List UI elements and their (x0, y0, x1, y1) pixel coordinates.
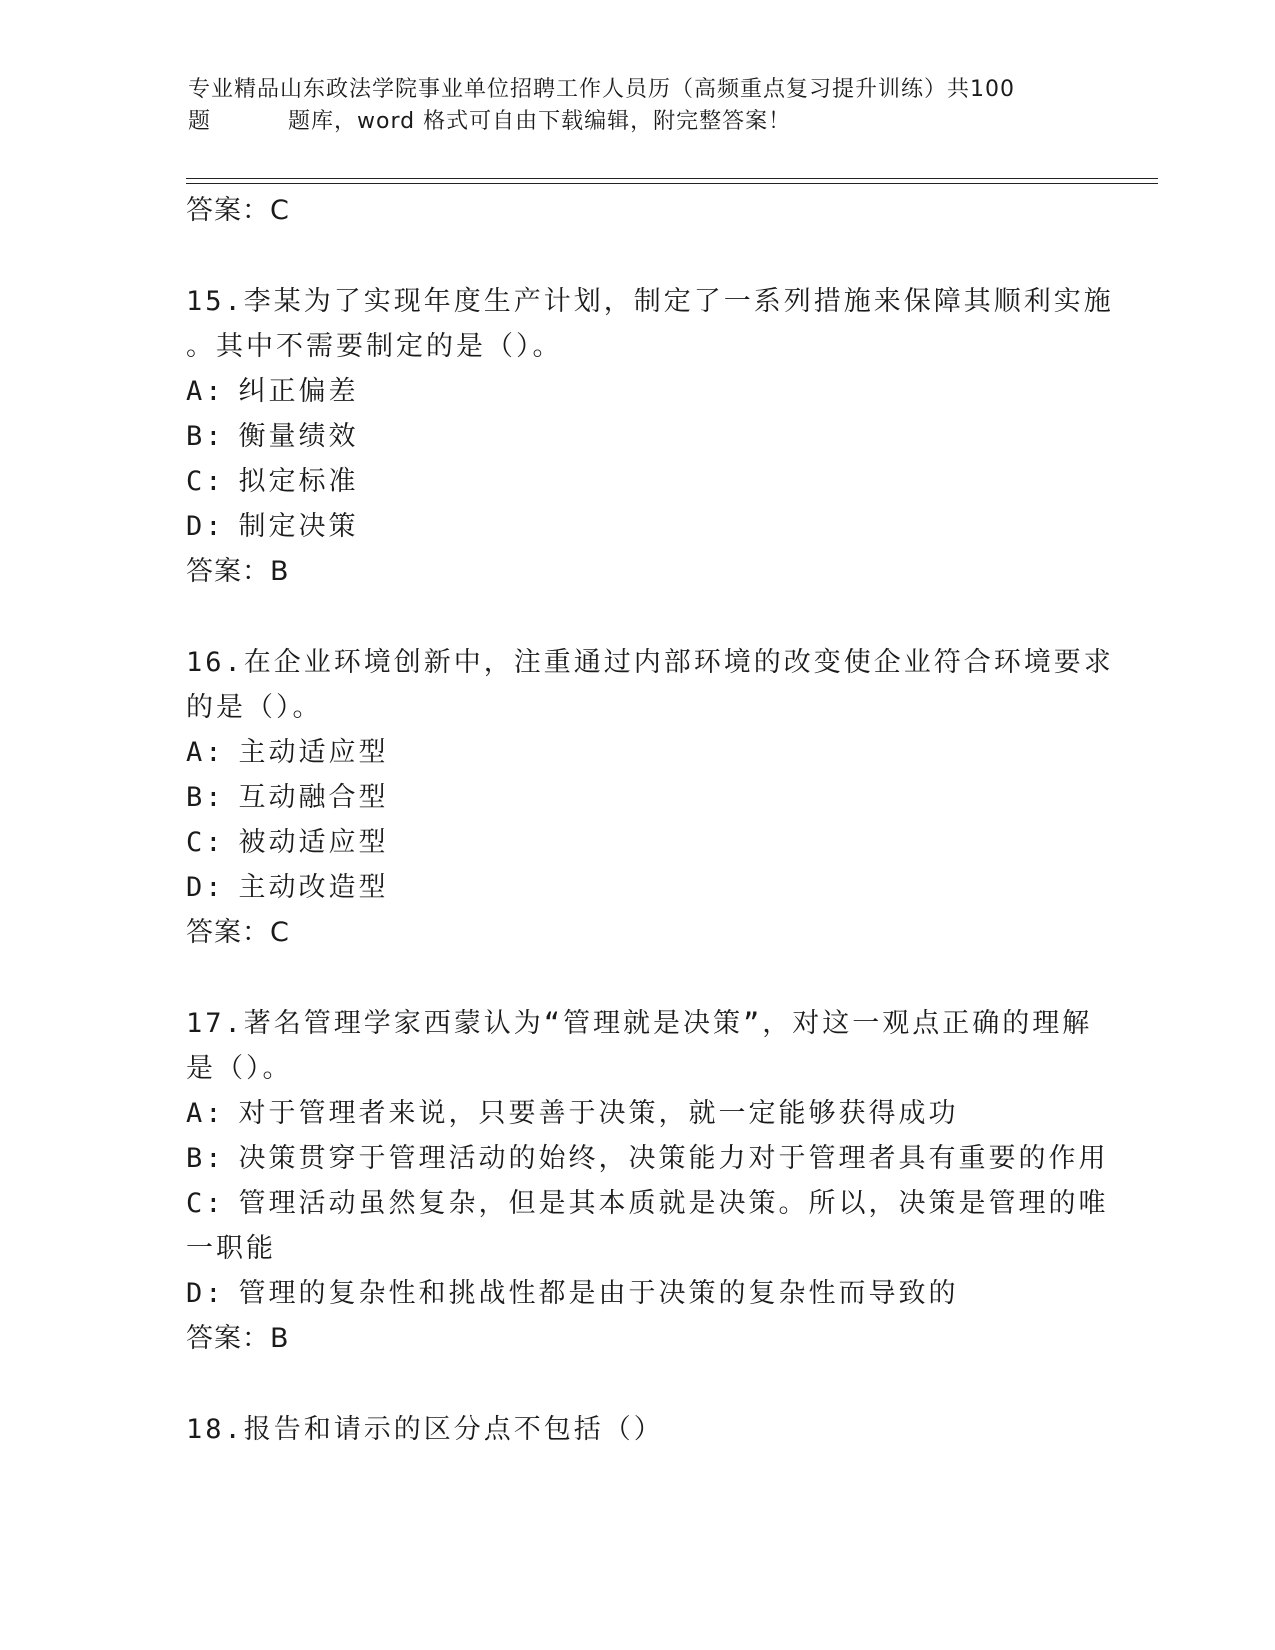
option-text: 对于管理者来说，只要善于决策，就一定能够获得成功 (238, 1098, 959, 1129)
option-line (186, 1181, 1109, 1226)
option-label: D: (186, 872, 225, 903)
question-text: 16.在企业环境创新中，注重通过内部环境的改变使企业符合环境要求 (186, 647, 1114, 678)
answer-line: 答案：B (186, 556, 290, 587)
option-label: D: (186, 511, 225, 542)
option-text: 主动改造型 (238, 872, 389, 903)
answer-line: 答案：C (186, 917, 290, 948)
option-label: A: (186, 1098, 225, 1129)
option-text: 管理的复杂性和挑战性都是由于决策的复杂性而导致的 (238, 1278, 959, 1309)
option-label: C: (186, 466, 225, 497)
question-text: 的是（）。 (186, 692, 323, 723)
question-list (186, 188, 1114, 1452)
option-label: D: (186, 1278, 225, 1309)
option-text: 被动适应型 (238, 827, 389, 858)
option-continuation: 一职能 (186, 1233, 276, 1264)
question-block (186, 640, 1114, 955)
option-text: 管理活动虽然复杂，但是其本质就是决策。所以，决策是管理的唯 (238, 1188, 1109, 1219)
option-label: A: (186, 737, 225, 768)
option-text: 制定决策 (238, 511, 359, 542)
question-text: 17.著名管理学家西蒙认为“管理就是决策”，对这一观点正确的理解 (186, 1008, 1093, 1039)
option-label: B: (186, 421, 225, 452)
option-text: 主动适应型 (238, 737, 389, 768)
answer-line: 答案：B (186, 1323, 290, 1354)
question-text: 15.李某为了实现年度生产计划，制定了一系列措施来保障其顺利实施 (186, 286, 1114, 317)
option-label: A: (186, 376, 225, 407)
option-label: C: (186, 1188, 225, 1219)
option-line (186, 775, 1086, 820)
option-text: 衡量绩效 (238, 421, 359, 452)
option-line (186, 1271, 1086, 1316)
option-text: 互动融合型 (238, 782, 389, 813)
option-label: C: (186, 827, 225, 858)
header-title-fragment: 题 (188, 109, 212, 134)
question-block (186, 1001, 1109, 1361)
answer-line: 答案：C (186, 195, 290, 226)
header-title-line2 (188, 106, 1088, 138)
option-label: B: (186, 1143, 225, 1174)
option-text: 纠正偏差 (238, 376, 359, 407)
option-text: 决策贯穿于管理活动的始终，决策能力对于管理者具有重要的作用 (238, 1143, 1109, 1174)
option-label: B: (186, 782, 225, 813)
question-text: 是（）。 (186, 1053, 293, 1084)
option-line (186, 730, 1086, 775)
option-line (186, 459, 1086, 504)
header-title-line1: 专业精品山东政法学院事业单位招聘工作人员历（高频重点复习提升训练）共100 (188, 77, 1015, 102)
question-text: 。其中不需要制定的是（）。 (186, 331, 563, 362)
option-line (186, 820, 1086, 865)
option-line (186, 1136, 1109, 1181)
question-block (186, 279, 1114, 594)
header-divider-top (186, 178, 1158, 179)
option-line (186, 369, 1086, 414)
option-line (186, 414, 1086, 459)
option-line (186, 865, 1086, 910)
option-line (186, 504, 1086, 549)
page-header (188, 74, 1088, 138)
header-divider-bottom (186, 183, 1158, 184)
question-text: 18.报告和请示的区分点不包括（） (186, 1414, 664, 1445)
question-block (186, 1407, 1086, 1452)
option-text: 拟定标准 (238, 466, 359, 497)
option-line (186, 1091, 1086, 1136)
header-title-rest: 题库，word 格式可自由下载编辑，附完整答案！ (288, 109, 792, 134)
